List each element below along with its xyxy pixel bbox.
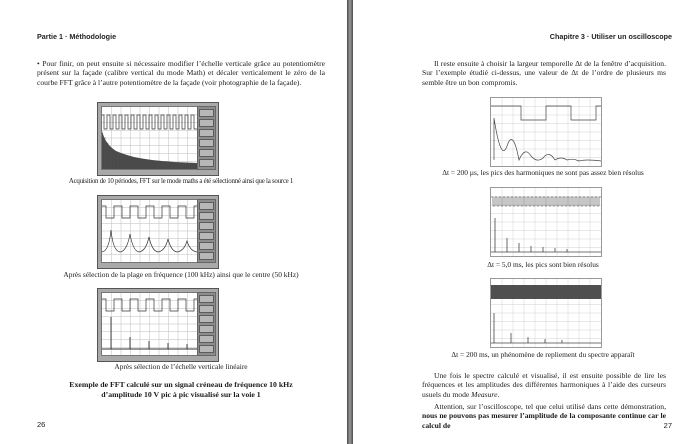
- closing-paragraph-2-bold: nous ne pouvons pas mesurer l’amplitude de la composante continue car le calcul de: [422, 411, 666, 430]
- closing-paragraph-1-text: Une fois le spectre calculé et visualisé, il est ensuite possible de lire les fréquences et les amplitudes des différentes harmoniques à l’aide des curseurs usuels du mode: [422, 371, 666, 399]
- fft-zoomed-spectrum-plot: [102, 200, 197, 262]
- intro-paragraph: Il reste ensuite à choisir la largeur temporelle Δt de la fenêtre d’acquisition. Sur l’exemple étudié ci-dessus, une valeur de Δt de l’ordre de plusieurs ms semble être un bon compromis.: [422, 59, 666, 87]
- closing-paragraph-2: [422, 402, 666, 430]
- scope-screenshot-3: [97, 288, 219, 362]
- bullet-text: Pour finir, on peut ensuite si nécessaire modifier l’échelle verticale grâce au potentiomètre présent sur la façade (calibre vertical du mode Math) et décaler verticalement le zéro de la courbe FFT grâce à l’autre potentiomètre de la façade (voir photographie de la façade).: [37, 59, 325, 87]
- spectrum-200us: [490, 97, 602, 167]
- page-number-left: 26: [37, 420, 46, 429]
- running-head-right: Chapitre 3 · Utiliser un oscilloscope: [549, 32, 672, 41]
- closing-paragraph-1: [422, 371, 666, 399]
- bullet-paragraph: [37, 59, 325, 87]
- caption-right-2: Δt = 5,0 ms, les pics sont bien résolus: [487, 260, 599, 269]
- spectrum-200ms: [490, 278, 602, 348]
- caption-left-2: Après sélection de la plage en fréquence (100 kHz) ainsi que le centre (50 kHz): [63, 270, 299, 279]
- caption-left-1: Acquisition de 10 périodes, FFT sur le mode maths a été sélectionné ainsi que la source 1: [68, 178, 294, 185]
- scope-screenshot-1: [97, 102, 219, 176]
- spectrum-200us-plot: [491, 98, 601, 166]
- bullet-icon: •: [37, 59, 43, 68]
- caption-left-3: Après sélection de l’échelle verticale linéaire: [114, 362, 248, 371]
- fft-full-spectrum-plot: [102, 107, 197, 169]
- closing-paragraph-1-period: .: [497, 389, 500, 399]
- figure-caption-line-2: d’amplitude 10 V pic à pic visualisé sur la voie 1: [101, 390, 261, 399]
- page-number-right: 27: [663, 421, 672, 430]
- fft-linear-spectrum-plot: [102, 293, 197, 355]
- scope-screenshot-2: [97, 195, 219, 269]
- caption-right-1: Δt = 200 µs, les pics des harmoniques ne sont pas assez bien résolus: [442, 168, 644, 177]
- figure-caption-line-1: Exemple de FFT calculé sur un signal créneau de fréquence 10 kHz: [69, 380, 293, 389]
- closing-paragraph-2-text: Attention, sur l’oscilloscope, tel que celui utilisé dans cette démonstration,: [434, 402, 666, 411]
- spectrum-5ms: [490, 187, 602, 257]
- right-page: [353, 0, 700, 444]
- running-head-left: Partie 1 · Méthodologie: [37, 32, 117, 41]
- measure-mode-label: Measure: [471, 389, 498, 399]
- spectrum-200ms-plot: [491, 279, 601, 347]
- caption-right-3: Δt = 200 ms, un phénomène de repliement du spectre apparaît: [451, 350, 635, 359]
- spectrum-5ms-plot: [491, 188, 601, 256]
- left-page: [0, 0, 347, 444]
